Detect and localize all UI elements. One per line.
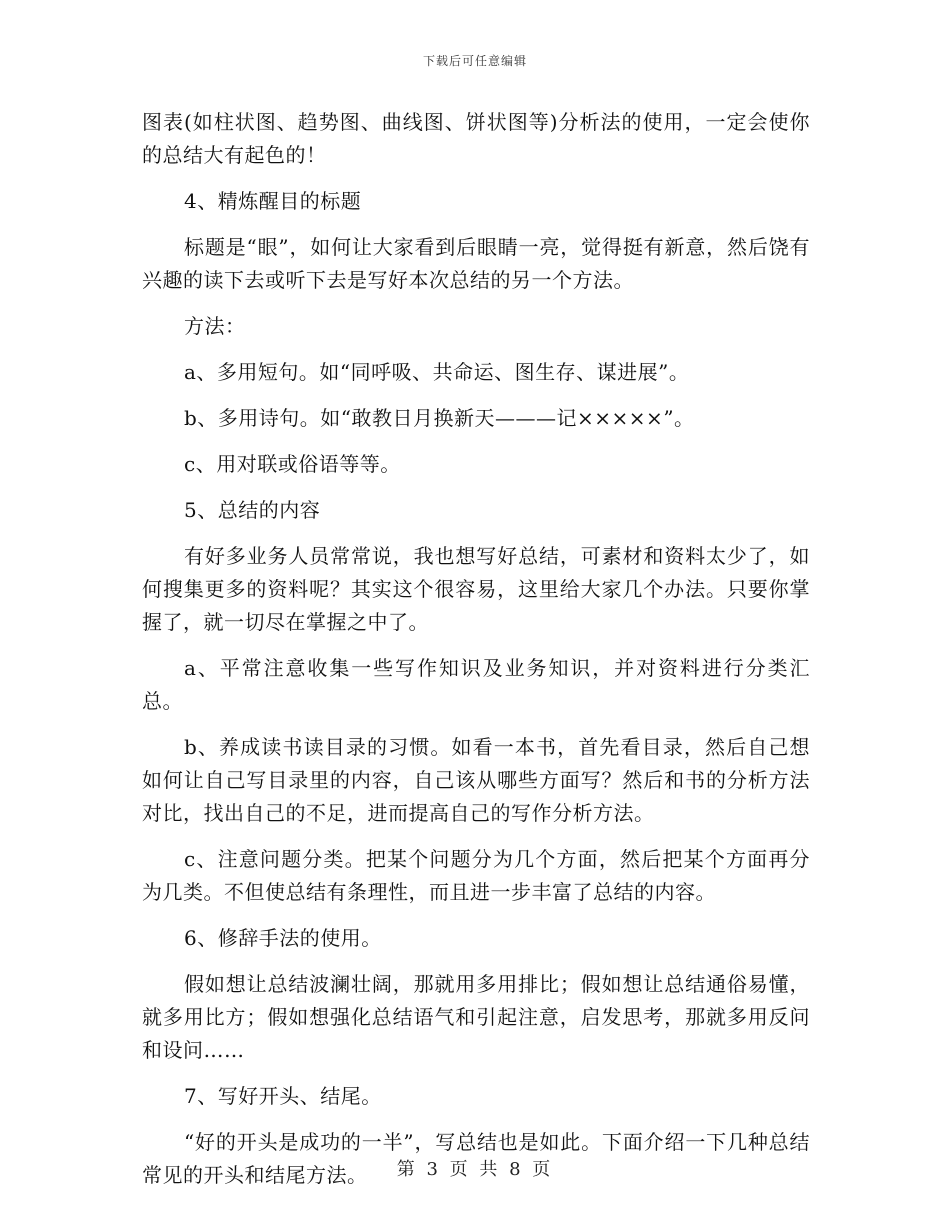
paragraph-title-intro: 标题是“眼”，如何让大家看到后眼睛一亮，觉得挺有新意，然后饶有兴趣的读下去或听下去是写好本次总结的另一个方法。 — [142, 235, 810, 292]
list-item-b-poem: b、多用诗句。如“敢教日月换新天———记×××××”。 — [184, 406, 695, 430]
paragraph-1: 图表(如柱状图、趋势图、曲线图、饼状图等)分析法的使用，一定会使你的总结大有起色的！ — [142, 110, 810, 167]
list-item-c-couplet: c、用对联或俗语等等。 — [184, 452, 401, 476]
list-item-b-reading: b、养成读书读目录的习惯。如看一本书，首先看目录，然后自己想如何让自己写目录里的内容，自己该从哪些方面写？然后和书的分析方法对比，找出自己的不足，进而提高自己的写作分析方法。 — [142, 735, 810, 825]
heading-6-rhetoric: 6、修辞手法的使用。 — [184, 926, 382, 950]
page-number: 第 3 页 共 8 页 — [396, 1159, 554, 1180]
heading-7-opening: 7、写好开头、结尾。 — [184, 1084, 382, 1108]
paragraph-rhetoric: 假如想让总结波澜壮阔，那就用多用排比；假如想让总结通俗易懂，就多用比方；假如想强化总结语气和引起注意，启发思考，那就多用反问和设问…… — [142, 972, 810, 1062]
paragraph-opening: “好的开头是成功的一半”，写总结也是如此。下面介绍一下几种总结常见的开头和结尾方法。 — [142, 1130, 810, 1187]
document-body — [142, 106, 810, 1205]
list-item-c-classify: c、注意问题分类。把某个问题分为几个方面，然后把某个方面再分为几类。不但使总结有条理性，而且进一步丰富了总结的内容。 — [142, 847, 810, 904]
list-item-a-short: a、多用短句。如“同呼吸、共命运、图生存、谋进展”。 — [184, 360, 690, 384]
heading-4-title: 4、精炼醒目的标题 — [184, 189, 362, 213]
heading-5-content: 5、总结的内容 — [184, 498, 321, 522]
list-item-a-collect: a、平常注意收集一些写作知识及业务知识，并对资料进行分类汇总。 — [142, 656, 810, 713]
paragraph-content-intro: 有好多业务人员常常说，我也想写好总结，可素材和资料太少了，如何搜集更多的资料呢？其实这个很容易，这里给大家几个办法。只要你掌握了，就一切尽在掌握之中了。 — [142, 544, 810, 634]
paragraph-method-label: 方法： — [184, 314, 246, 338]
page-header: 下载后可任意编辑 — [422, 54, 527, 68]
